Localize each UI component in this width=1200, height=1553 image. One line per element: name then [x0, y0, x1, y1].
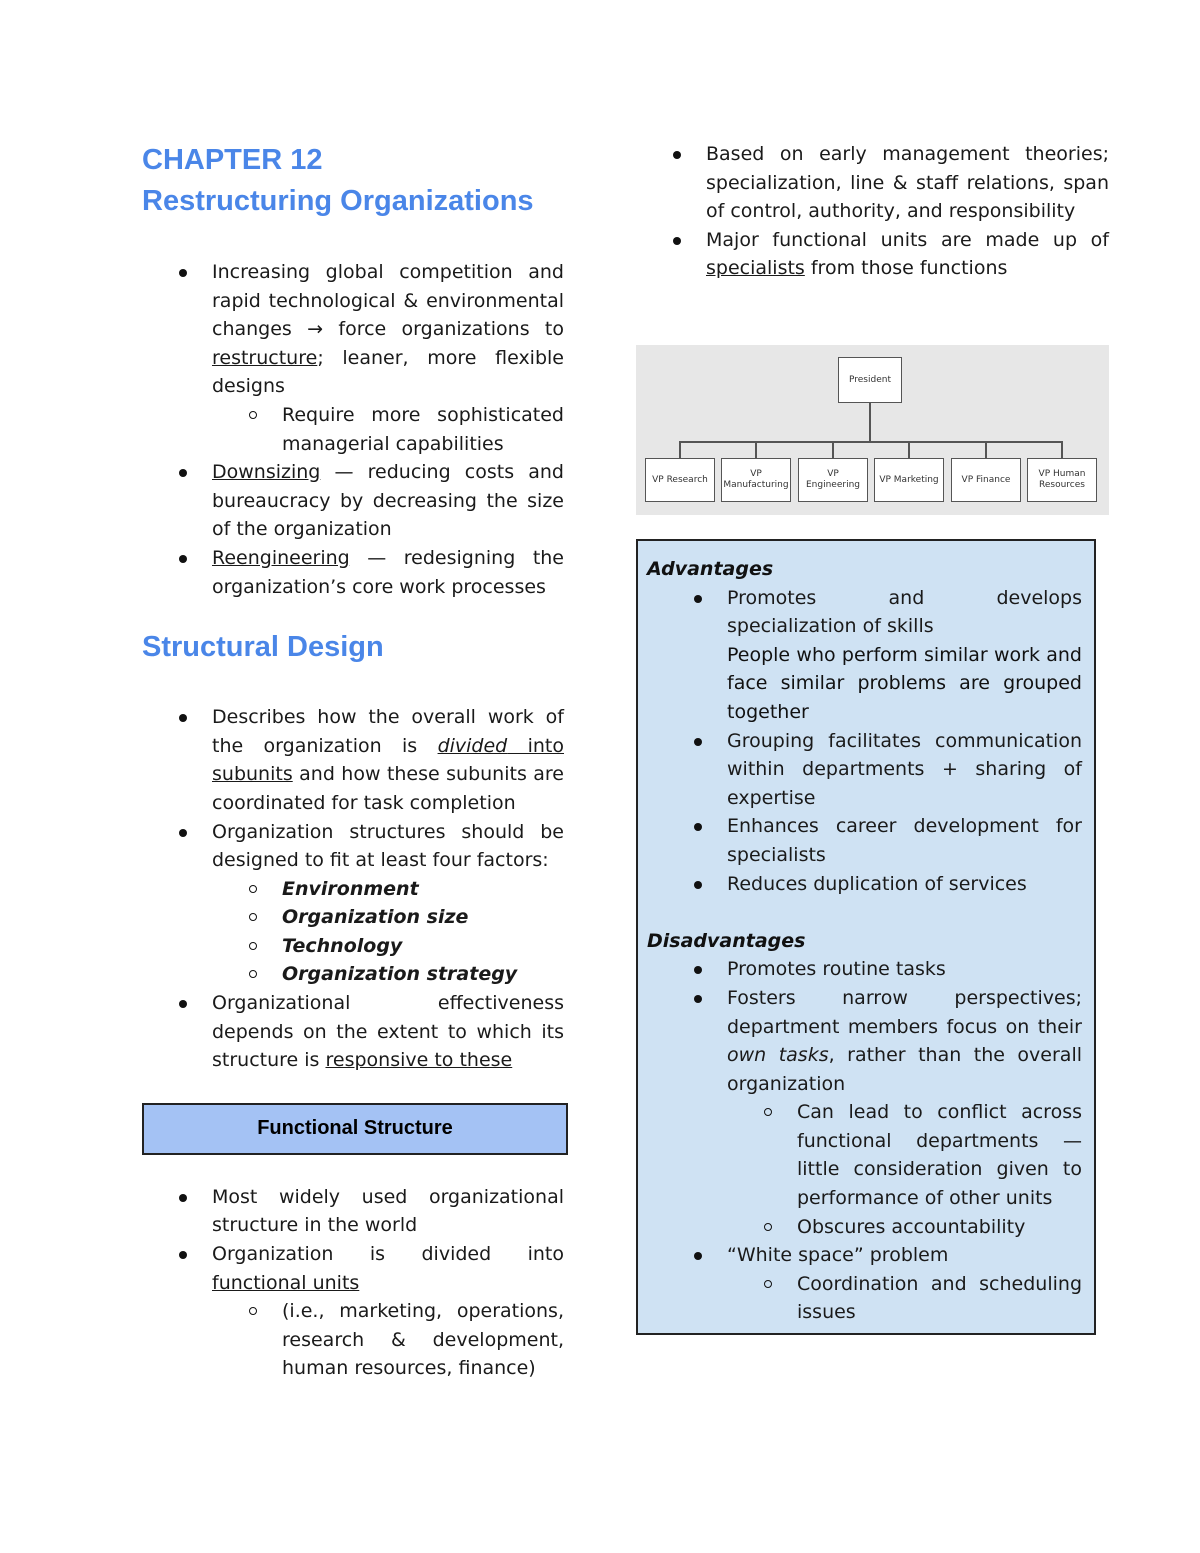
item-text: ; leaner, more flexible designs [212, 346, 564, 398]
item-continuation: People who perform similar work and face similar problems are grouped together [727, 643, 1082, 723]
list-subitem [647, 1213, 1082, 1242]
list-item [636, 140, 1109, 226]
item-text: Promotes routine tasks [727, 958, 946, 981]
list-item [142, 703, 564, 817]
item-text: Promotes and develops specialization of skills [727, 586, 1082, 638]
advantages-disadvantages-box [636, 539, 1096, 1335]
section-heading: Structural Design [142, 631, 384, 664]
item-text: “White space” problem [727, 1244, 949, 1267]
list-item [142, 818, 564, 875]
list-item [142, 1240, 564, 1297]
list-subitem [142, 1297, 564, 1383]
item-text: Reduces duplication of services [727, 872, 1027, 895]
item-text: Organization is divided into [212, 1243, 564, 1266]
list-item [647, 812, 1082, 869]
right-column [636, 140, 1109, 283]
factor-item: Technology [142, 932, 564, 961]
item-text: (i.e., marketing, operations, research & development, human resources, finance) [282, 1300, 564, 1380]
item-text: Organization structures should be designed to fit at least four factors: [212, 820, 564, 872]
item-text: Obscures accountability [797, 1215, 1026, 1238]
italic-term: own tasks [727, 1044, 829, 1067]
item-text: Grouping facilitates communication within departments + sharing of expertise [727, 729, 1082, 809]
underlined-term: specialists [706, 257, 805, 280]
item-text: Most widely used organizational structure in the world [212, 1185, 564, 1237]
underlined-term: divided [437, 734, 508, 757]
item-text: Organizational effectiveness depends on the extent to which its structure is [212, 992, 564, 1072]
connector-line [832, 441, 834, 458]
advantages-list [647, 584, 1082, 641]
list-item [647, 955, 1082, 984]
list-item [142, 458, 564, 544]
item-text: from those functions [804, 257, 1008, 280]
list-subitem [647, 1270, 1082, 1327]
list-subitem [647, 1098, 1082, 1212]
item-text: Increasing global competition and rapid technological & environmental changes → force organizations to [212, 261, 564, 341]
connector-line [908, 441, 910, 458]
connector-line [755, 441, 757, 458]
list-item [647, 1241, 1082, 1270]
org-chart-diagram [636, 345, 1109, 515]
chapter-heading: CHAPTER 12 [142, 144, 323, 176]
functional-basis-list [636, 140, 1109, 283]
disadvantages-list [647, 955, 1082, 1327]
president-box: President [838, 357, 902, 403]
vp-human-resources-box: VP Human Resources [1027, 458, 1097, 502]
item-text: Fosters narrow perspectives; department members focus on their [727, 986, 1082, 1038]
connector-line [679, 441, 681, 458]
list-item [647, 584, 1082, 641]
underlined-term: restructure [212, 346, 318, 369]
item-text: — reducing costs and bureaucracy by decreasing the size of the organization [212, 461, 564, 541]
item-text: — redesigning the organization’s core work processes [212, 546, 564, 598]
factor-item: Environment [142, 875, 564, 904]
functional-list [142, 1183, 564, 1383]
chapter-title: Restructuring Organizations [142, 185, 534, 217]
list-item [647, 984, 1082, 1098]
left-column [142, 140, 564, 1383]
underlined-term: functional units [212, 1271, 360, 1294]
item-text: Require more sophisticated managerial capabilities [282, 403, 564, 455]
list-item [142, 989, 564, 1075]
item-text: and how these subunits are coordinated for task completion [212, 763, 564, 814]
list-item [142, 258, 564, 401]
item-text: Coordination and scheduling issues [797, 1272, 1082, 1324]
underlined-term: responsive to these [325, 1049, 513, 1072]
item-text: Can lead to conflict across functional departments — little consideration given to performance of other units [797, 1101, 1082, 1210]
connector-line [869, 403, 871, 441]
structural-list [142, 703, 564, 1075]
item-text: Based on early management theories; specialization, line & staff relations, span of control, authority, and responsibility [706, 143, 1109, 223]
vp-manufacturing-box: VP Manufacturing [721, 458, 791, 502]
list-item [142, 544, 564, 601]
item-text: Major functional units are made up of [706, 228, 1109, 251]
connector-line [679, 441, 1061, 443]
vp-research-box: VP Research [645, 458, 715, 502]
underlined-term: Downsizing [212, 461, 321, 484]
list-item [142, 1183, 564, 1240]
item-text: , rather than the overall organization [727, 1044, 1083, 1095]
list-item [636, 226, 1109, 283]
item-text: Describes how the overall work of the organization is [212, 706, 564, 757]
underlined-term: into subunits [212, 734, 564, 786]
factor-item: Organization strategy [142, 960, 564, 989]
advantages-heading: Advantages [647, 558, 774, 580]
list-item [647, 727, 1082, 813]
underlined-term: Reengineering [212, 546, 350, 569]
connector-line [985, 441, 987, 458]
list-item [647, 870, 1082, 899]
connector-line [1061, 441, 1063, 458]
functional-structure-banner: Functional Structure [142, 1103, 568, 1155]
item-text: Enhances career development for specialists [727, 815, 1082, 866]
vp-marketing-box: VP Marketing [874, 458, 944, 502]
factor-item: Organization size [142, 903, 564, 932]
intro-list [142, 258, 564, 601]
vp-finance-box: VP Finance [951, 458, 1021, 502]
advantages-list-cont [647, 727, 1082, 899]
disadvantages-heading: Disadvantages [647, 929, 806, 952]
vp-engineering-box: VP Engineering [798, 458, 868, 502]
list-subitem [142, 401, 564, 458]
